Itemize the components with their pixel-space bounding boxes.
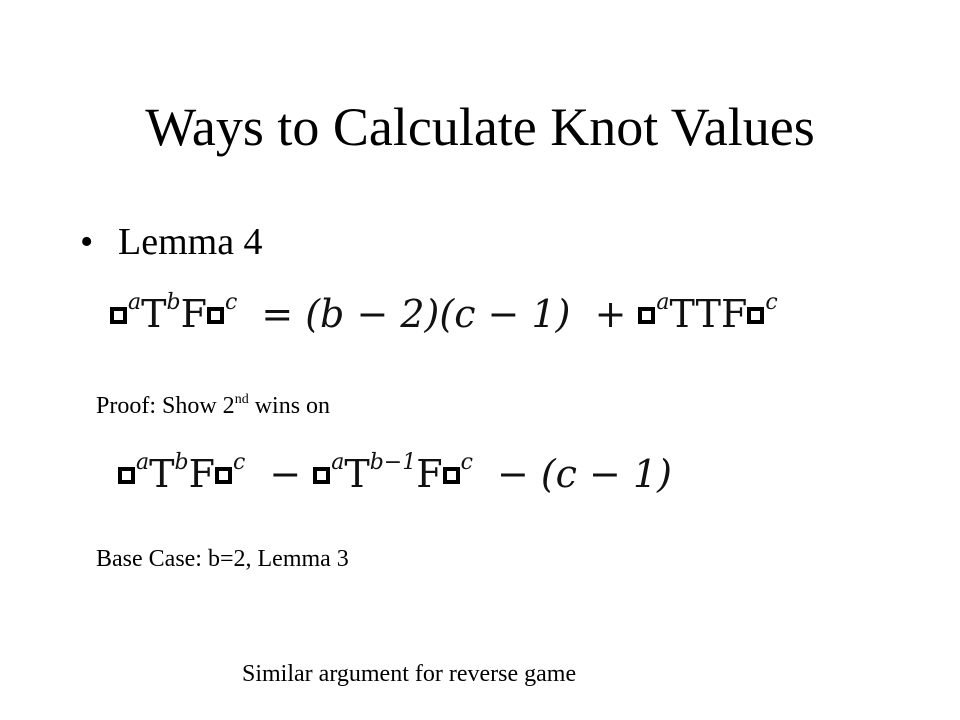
bullet-text: Lemma 4	[118, 221, 263, 263]
symbol-f: F	[180, 292, 207, 336]
minus-sign: −	[497, 452, 529, 496]
symbol-f: F	[416, 452, 443, 496]
exponent-a: a	[128, 290, 142, 315]
equation-middle-term: (b − 2)(c − 1)	[305, 292, 571, 336]
minus-sign: −	[269, 452, 302, 496]
proof-ordinal: nd	[234, 392, 249, 407]
exponent-b-minus-1: b−1	[369, 450, 417, 475]
equals-sign: =	[261, 292, 294, 336]
exponent-c: c	[765, 290, 778, 315]
proof-suffix: wins on	[248, 393, 331, 419]
footer-note: Similar argument for reverse game	[242, 661, 577, 687]
symbol-ttf: TTF	[669, 292, 748, 336]
box-symbol	[215, 467, 232, 484]
symbol-t: T	[141, 292, 167, 336]
box-symbol	[110, 307, 127, 324]
box-symbol	[118, 467, 135, 484]
symbol-f: F	[188, 452, 215, 496]
exponent-b: b	[174, 450, 189, 475]
box-symbol	[638, 307, 655, 324]
exponent-c: c	[224, 290, 238, 315]
bullet-item	[80, 218, 263, 266]
bullet-marker: •	[80, 221, 94, 263]
symbol-t: T	[149, 452, 175, 496]
exponent-a: a	[331, 450, 345, 475]
exponent-a: a	[136, 450, 150, 475]
lemma-equation	[110, 290, 778, 338]
proof-line	[96, 390, 330, 422]
box-symbol	[207, 307, 224, 324]
base-case-text: Base Case: b=2, Lemma 3	[96, 546, 349, 572]
proof-equation	[118, 450, 672, 498]
slide-title: Ways to Calculate Knot Values	[145, 97, 815, 157]
exponent-a: a	[656, 290, 670, 315]
equation-tail-term: (c − 1)	[540, 452, 672, 496]
exponent-c: c	[232, 450, 246, 475]
exponent-c: c	[460, 450, 473, 475]
box-symbol	[313, 467, 330, 484]
box-symbol	[443, 467, 460, 484]
plus-sign: +	[594, 292, 627, 336]
box-symbol	[747, 307, 764, 324]
exponent-b: b	[166, 290, 181, 315]
proof-prefix: Proof: Show 2	[96, 393, 235, 419]
symbol-t: T	[344, 452, 370, 496]
